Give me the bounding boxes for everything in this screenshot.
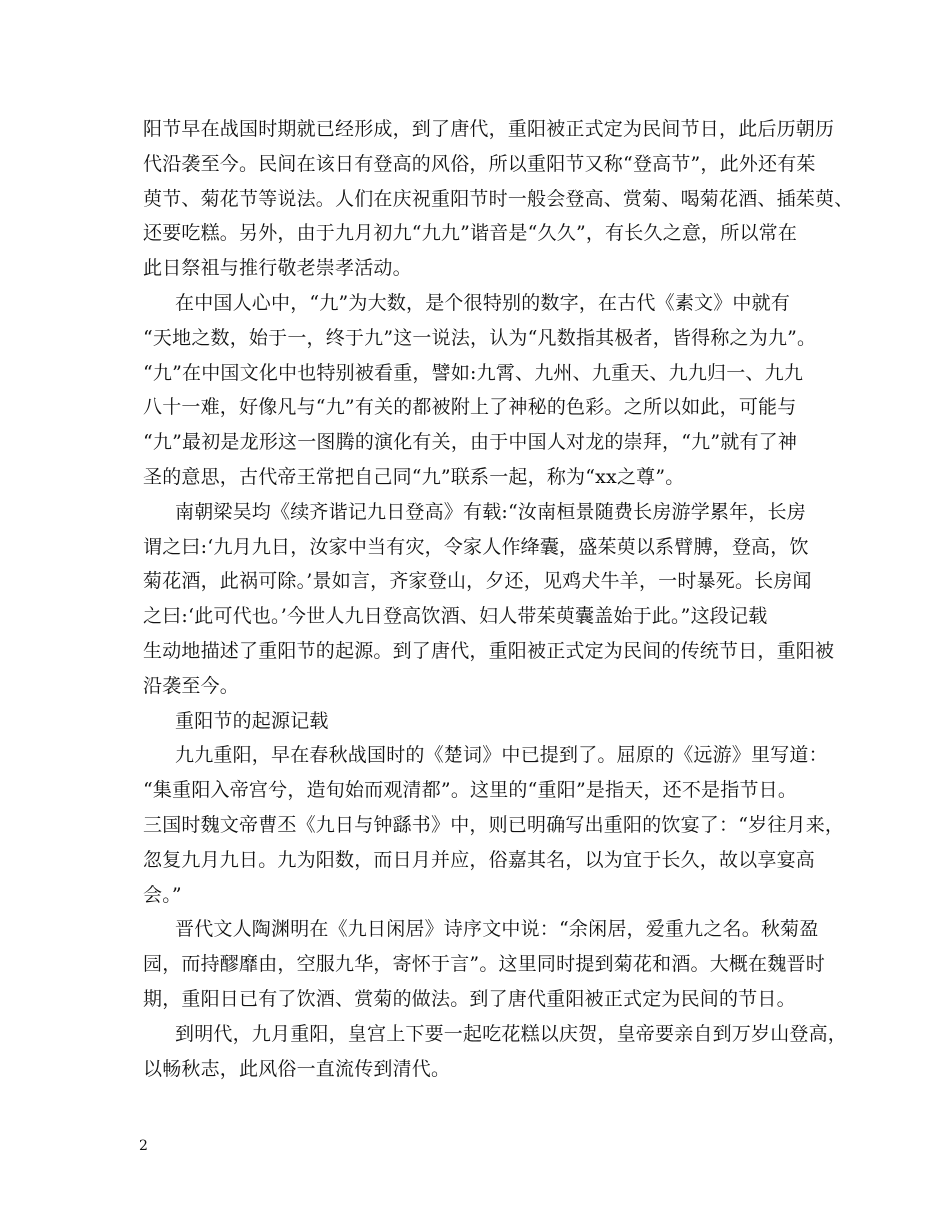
text-line: 之曰:‘此可代也。’今世人九日登高饮酒、妇人带茱萸囊盖始于此。”这段记载 [143,605,768,628]
page-number: 2 [139,1138,148,1154]
text-line: “集重阳入帝宫兮，造旬始而观清都”。这里的“重阳”是指天，还不是指节日。 [143,779,798,802]
text-line: 期，重阳日已有了饮酒、赏菊的做法。到了唐代重阳被正式定为民间的节日。 [143,987,796,1010]
text-line: 萸节、菊花节等说法。人们在庆祝重阳节时一般会登高、赏菊、喝菊花酒、插茱萸、 [143,187,854,210]
text-line: 以畅秋志，此风俗一直流传到清代。 [143,1057,451,1080]
text-line: 沿袭至今。 [143,674,240,697]
text-line: 到明代，九月重阳，皇宫上下要一起吃花糕以庆贺，皇帝要亲自到万岁山登高， [175,1022,848,1045]
text-line: 在中国人心中，“九”为大数，是个很特别的数字，在古代《素文》中就有 [175,291,791,314]
text-line: 菊花酒，此祸可除。’景如言，齐家登山，夕还，见鸡犬牛羊，一时暴死。长房闻 [143,570,812,593]
text-line: 晋代文人陶渊明在《九日闲居》诗序文中说：“余闲居，爱重九之名。秋菊盈 [175,918,819,941]
text-line: 此日祭祖与推行敬老崇孝活动。 [143,257,412,280]
text-line: 会。” [143,883,182,906]
text-line: 三国时魏文帝曹丕《九日与钟繇书》中，则已明确写出重阳的饮宴了：“岁往月来， [143,813,845,836]
text-line: 谓之曰:‘九月九日，汝家中当有灾，令家人作绛囊，盛茱萸以系臂膊，登高，饮 [143,535,809,558]
text-line: 代沿袭至今。民间在该日有登高的风俗，所以重阳节又称“登高节”，此外还有茱 [143,152,816,175]
text-line: 圣的意思，古代帝王常把自己同“九”联系一起，称为“xx之尊”。 [143,465,685,488]
text-line: 阳节早在战国时期就已经形成，到了唐代，重阳被正式定为民间节日，此后历朝历 [143,118,835,140]
section-heading: 重阳节的起源记载 [175,709,329,732]
text-line: 还要吃糕。另外，由于九月初九“九九”谐音是“久久”，有长久之意，所以常在 [143,222,798,245]
body-text [143,112,854,1086]
text-line: 南朝梁吴均《续齐谐记九日登高》有载:“汝南桓景随费长房游学累年，长房 [175,500,806,523]
text-line: 园，而持醪靡由，空服九华，寄怀于言”。这里同时提到菊花和酒。大概在魏晋时 [143,953,825,976]
text-line: “九”最初是龙形这一图腾的演化有关，由于中国人对龙的崇拜，“九”就有了神 [143,431,798,454]
text-line: 八十一难，好像凡与“九”有关的都被附上了神秘的色彩。之所以如此，可能与 [143,396,797,419]
text-line: 九九重阳，早在春秋战国时的《楚词》中已提到了。屈原的《远游》里写道： [175,744,828,767]
text-line: “天地之数，始于一，终于九”这一说法，认为“凡数指其极者，皆得称之为九”。 [143,326,817,349]
text-line: “九”在中国文化中也特别被看重，譬如:九霄、九州、九重天、九九归一、九九 [143,361,804,384]
text-line: 生动地描述了重阳节的起源。到了唐代，重阳被正式定为民间的传统节日，重阳被 [143,639,835,662]
text-line: 忽复九月九日。九为阳数，而日月并应，俗嘉其名，以为宜于长久，故以享宴高 [143,848,816,871]
